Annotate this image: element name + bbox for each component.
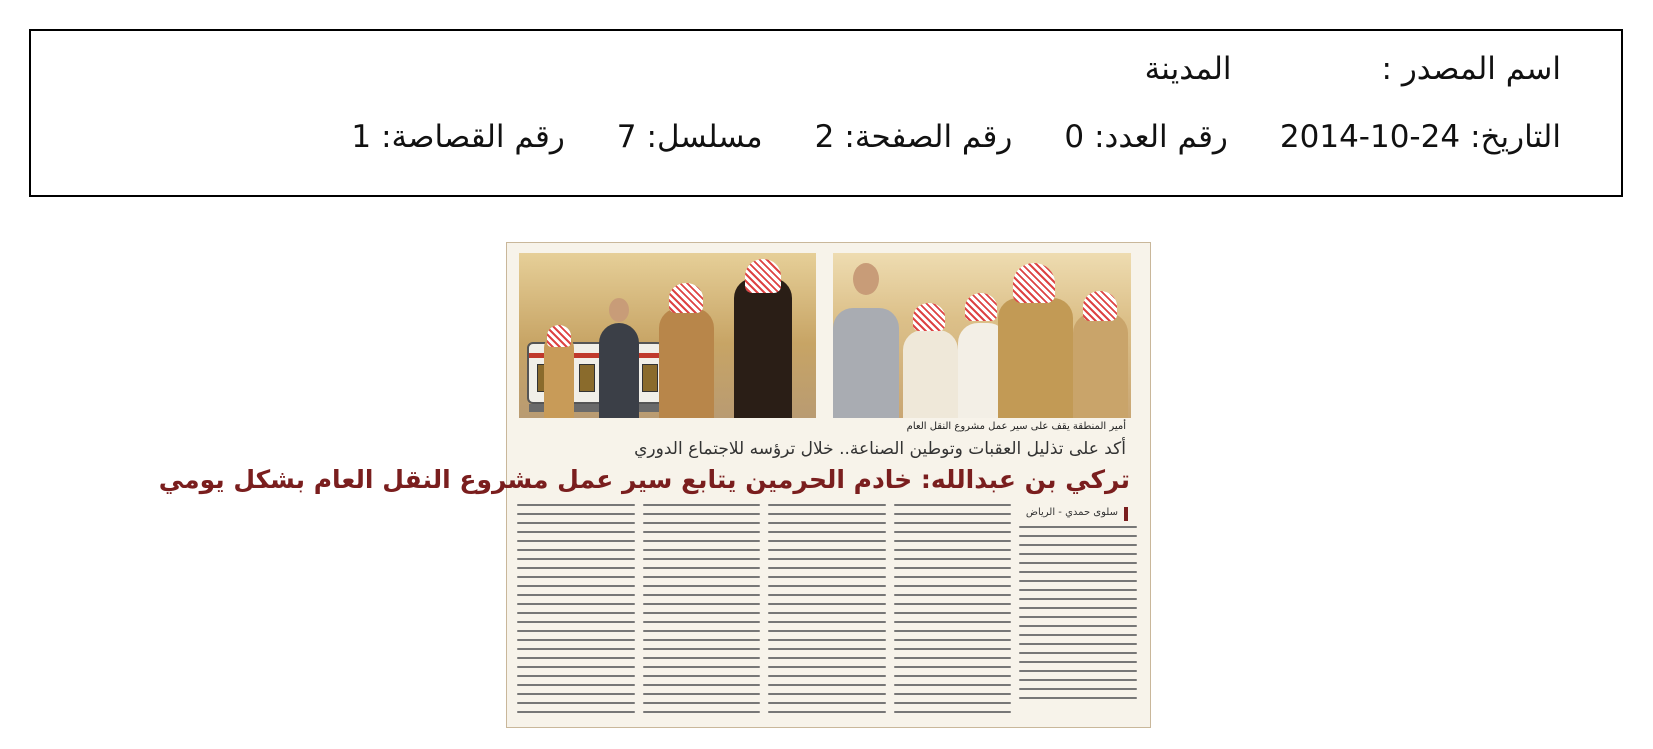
newspaper-clipping bbox=[158, 242, 1151, 728]
clip-label: رقم القصاصة: bbox=[381, 119, 565, 155]
person-headdress bbox=[965, 293, 997, 321]
person-headdress bbox=[1013, 263, 1055, 303]
serial-field bbox=[617, 119, 763, 155]
article-column bbox=[517, 504, 635, 720]
person-figure bbox=[599, 323, 639, 418]
page-label: رقم الصفحة: bbox=[844, 119, 1013, 155]
officials-photo bbox=[833, 253, 1131, 418]
metadata-row bbox=[351, 119, 1561, 155]
person-headdress bbox=[547, 325, 571, 347]
document-header-box bbox=[29, 29, 1623, 197]
article-headline: تركي بن عبدالله: خادم الحرمين يتابع سير عمل مشروع النقل العام بشكل يومي bbox=[158, 465, 1130, 494]
article-kicker: أكد على تذليل العقبات وتوطين الصناعة.. خلال ترؤسه للاجتماع الدوري bbox=[634, 439, 1126, 459]
person-headdress bbox=[669, 283, 703, 313]
article-body bbox=[517, 504, 1137, 720]
person-figure bbox=[734, 278, 792, 418]
serial-value: 7 bbox=[616, 119, 637, 155]
photo-caption: أمير المنطقة يقف على سير عمل مشروع النقل العام bbox=[906, 421, 1126, 432]
clip-field bbox=[351, 119, 564, 155]
issue-value: 0 bbox=[1064, 119, 1085, 155]
person-head bbox=[853, 263, 879, 295]
source-row bbox=[1145, 51, 1561, 87]
train-model-photo bbox=[519, 253, 816, 418]
person-figure bbox=[903, 330, 958, 418]
person-figure bbox=[1073, 313, 1128, 418]
page-value: 2 bbox=[814, 119, 835, 155]
clip-value: 1 bbox=[351, 119, 372, 155]
person-headdress bbox=[1083, 291, 1117, 321]
person-figure bbox=[833, 308, 899, 418]
article-byline: سلوى حمدي - الرياض bbox=[1026, 507, 1128, 521]
serial-label: مسلسل: bbox=[646, 119, 763, 155]
source-label: اسم المصدر : bbox=[1381, 51, 1561, 87]
person-headdress bbox=[745, 259, 781, 293]
person-figure bbox=[659, 308, 714, 418]
article-column bbox=[643, 504, 761, 720]
date-field bbox=[1280, 119, 1561, 155]
person-figure bbox=[998, 298, 1073, 418]
person-headdress bbox=[913, 303, 945, 331]
source-value: المدينة bbox=[1144, 51, 1232, 87]
article-column bbox=[1019, 504, 1137, 720]
date-value: 2014-10-24 bbox=[1279, 119, 1461, 155]
person-head bbox=[609, 298, 629, 322]
page-field bbox=[815, 119, 1013, 155]
issue-field bbox=[1064, 119, 1228, 155]
article-column bbox=[768, 504, 886, 720]
article-column bbox=[894, 504, 1012, 720]
date-label: التاريخ: bbox=[1470, 119, 1561, 155]
issue-label: رقم العدد: bbox=[1094, 119, 1228, 155]
